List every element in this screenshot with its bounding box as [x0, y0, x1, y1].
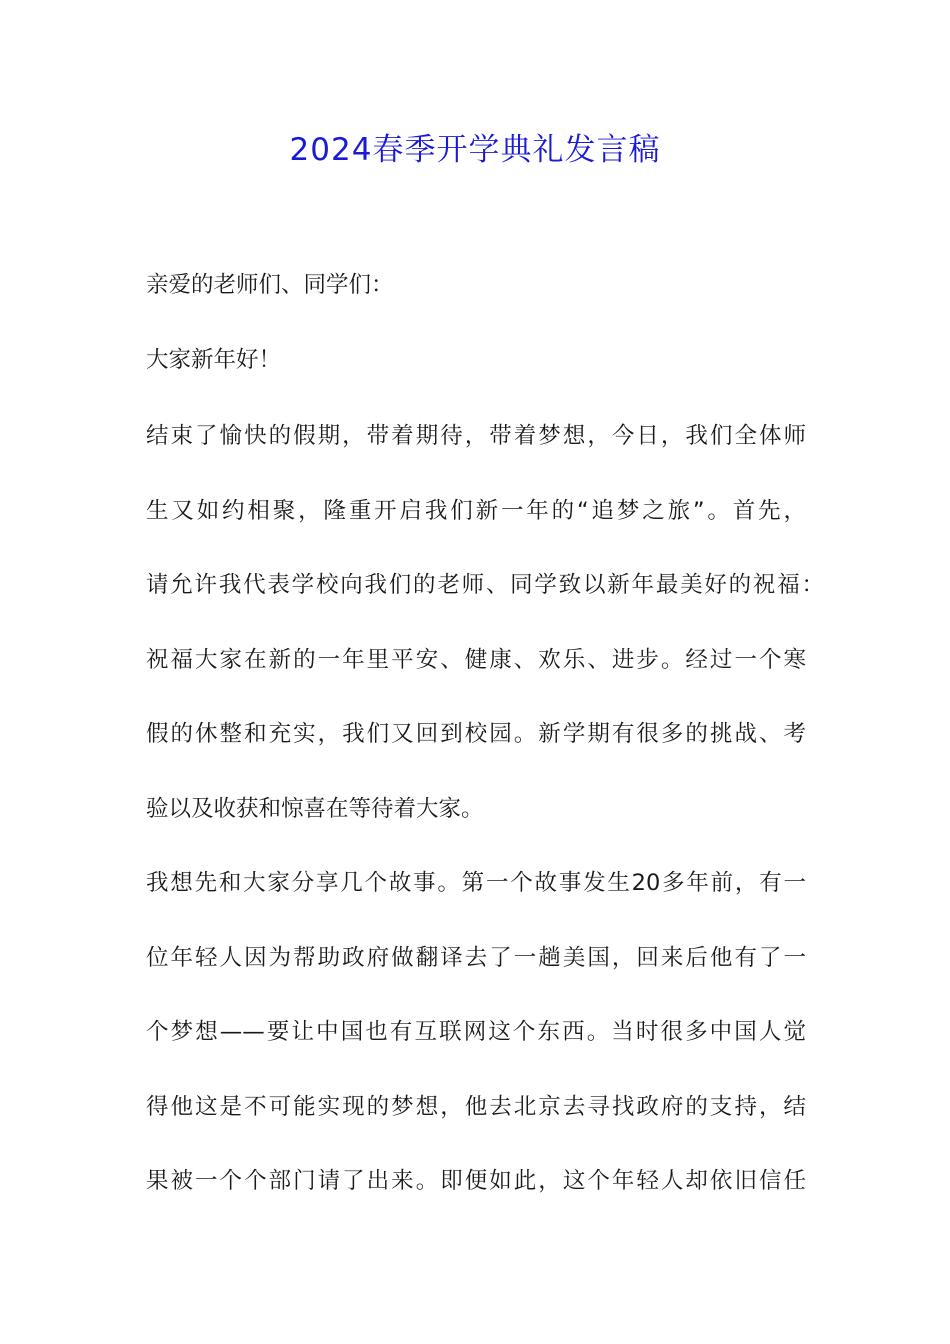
body-line: 验以及收获和惊喜在等待着大家。	[146, 796, 484, 822]
body-line: 果被一个个部门请了出来。即便如此，这个年轻人却依旧信任	[146, 1168, 806, 1194]
body-line: 位年轻人因为帮助政府做翻译去了一趟美国，回来后他有了一	[146, 945, 806, 971]
body-line: 生又如约相聚，隆重开启我们新一年的“追梦之旅”。首先，	[146, 498, 806, 524]
body-line: 结束了愉快的假期，带着期待，带着梦想，今日，我们全体师	[146, 423, 806, 449]
greeting-line: 大家新年好！	[146, 347, 282, 373]
document-title: 2024春季开学典礼发言稿	[289, 132, 661, 168]
body-line: 我想先和大家分享几个故事。第一个故事发生20多年前，有一	[146, 870, 806, 896]
body-line: 个梦想——要让中国也有互联网这个东西。当时很多中国人觉	[146, 1019, 806, 1045]
body-line: 假的休整和充实，我们又回到校园。新学期有很多的挑战、考	[146, 721, 806, 747]
body-line: 请允许我代表学校向我们的老师、同学致以新年最美好的祝福：	[146, 572, 824, 598]
salutation-line: 亲爱的老师们、同学们：	[146, 272, 394, 298]
body-line: 得他这是不可能实现的梦想，他去北京去寻找政府的支持，结	[146, 1094, 806, 1120]
body-line: 祝福大家在新的一年里平安、健康、欢乐、进步。经过一个寒	[146, 647, 806, 673]
